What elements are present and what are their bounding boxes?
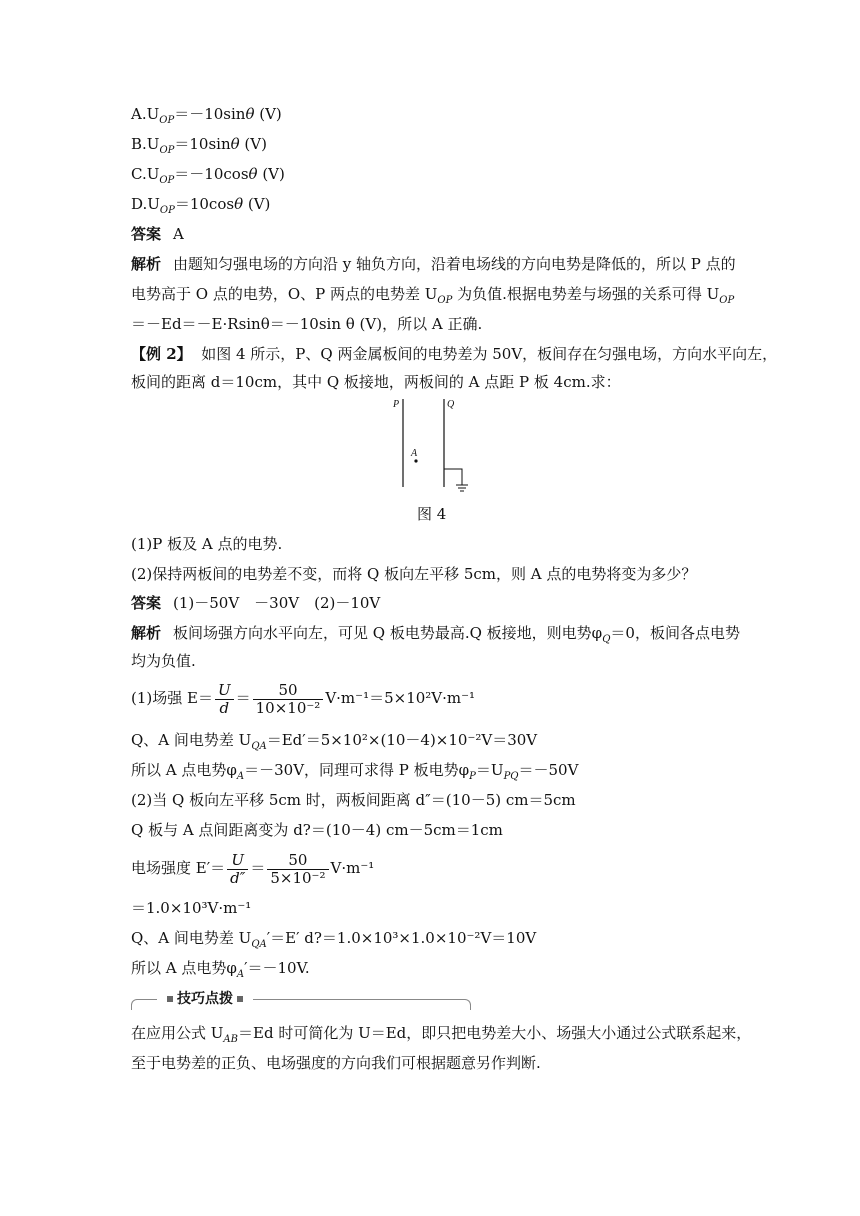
option-a: $A.U_{OP}=-10\sin\theta$ (V) xyxy=(131,105,282,126)
point-a xyxy=(414,459,417,462)
label-p: P xyxy=(393,399,400,410)
analysis-2-line2: 均为负值. xyxy=(131,652,196,670)
ground-wire xyxy=(444,469,462,485)
question-2: (2)保持两板间的电势差不变，而将 Q 板向左平移 5cm，则 A 点的电势将变为多少？ xyxy=(131,565,697,583)
analysis-label: 解析 xyxy=(131,624,162,642)
question-1: (1)P 板及 A 点的电势. xyxy=(131,535,283,553)
answer-1: 答案 A xyxy=(131,225,184,243)
solution-step-6: 电场强度 E′＝ $\frac{U}{d''}$ ＝ $\frac{50}{\text{5×10⁻²}}$ V·m⁻¹ xyxy=(131,850,375,887)
tip-line2: 至于电势差的正负、电场强度的方向我们可根据题意另作判断. xyxy=(131,1054,541,1072)
analysis-1-line1: 解析 由题知匀强电场的方向沿 y 轴负方向，沿着电场线的方向电势是降低的，所以 P 点的 xyxy=(131,255,736,273)
answer-label: 答案 xyxy=(131,594,162,612)
label-a: A xyxy=(411,448,418,459)
analysis-1-line2: 电势高于 O 点的电势，O、P 两点的电势差 $U_{OP}$ 为负值.根据电势差与场强的关系可得 $U_{OP}$ xyxy=(131,285,735,306)
solution-step-9: 所以 A 点电势$\varphi_A'=-10V$. xyxy=(131,959,310,980)
option-b: $B.U_{OP}=10\sin\theta$ (V) xyxy=(131,135,267,156)
tip-line1: 在应用公式 $U_{AB}=Ed$ 时可简化为 U＝Ed，即只把电势差大小、场强大小通过公式联系起来， xyxy=(131,1024,752,1045)
solution-step-4: (2)当 Q 板向左平移 5cm 时，两板间距离 d″＝(10－5) cm＝5cm xyxy=(131,791,576,809)
solution-step-7: ＝1.0×10³V·m⁻¹ xyxy=(131,899,252,917)
example-2-line1: 【例 2】 如图 4 所示，P、Q 两金属板间的电势差为 50V，板间存在匀强电场，方向水平向左， xyxy=(131,345,778,363)
analysis-2-line1: 解析 板间场强方向水平向左，可见 Q 板电势最高.Q 板接地，则电势$\varphi_Q=0$，板间各点电势 xyxy=(131,624,740,645)
fraction-50-over-5e-2: $\frac{50}{\text{5×10⁻²}}$ xyxy=(267,852,328,887)
solution-step-3: 所以 A 点电势$\varphi_A=-30V$，同理可求得 P 板电势$\varphi_P=U_{PQ}=-50V$ xyxy=(131,761,579,782)
solution-step-8: Q、A 间电势差 $U_{QA}'=E'$ d?＝1.0×10³×1.0×10⁻²V＝10V xyxy=(131,929,537,950)
analysis-1-line3: ＝－Ed＝－E·Rsinθ＝－10sin θ (V)，所以 A 正确. xyxy=(131,315,483,333)
solution-step-2: Q、A 间电势差 $U_{QA}=Ed'=5\times 10^2\times(10-4)\times 10^{-2}V=30V$ xyxy=(131,731,538,752)
answer-label: 答案 xyxy=(131,225,162,243)
option-d: $D.U_{OP}=10\cos\theta$ (V) xyxy=(131,195,271,216)
answer-2: 答案 (1)－50V －30V (2)－10V xyxy=(131,594,381,612)
example-label: 【例 2】 xyxy=(131,345,192,363)
label-q: Q xyxy=(447,399,455,410)
option-c: $C.U_{OP}=-10\cos\theta$ (V) xyxy=(131,165,285,186)
bullet-icon xyxy=(237,996,243,1002)
example-2-line2: 板间的距离 d＝10cm，其中 Q 板接地，两板间的 A 点距 P 板 4cm.求： xyxy=(131,373,621,391)
fraction-u-over-d2: $\frac{U}{d''}$ xyxy=(227,852,248,887)
analysis-label: 解析 xyxy=(131,255,162,273)
tip-title: 技巧点拨 xyxy=(157,990,253,1008)
solution-step-5: Q 板与 A 点间距离变为 d?＝(10－4) cm－5cm＝1cm xyxy=(131,821,503,839)
solution-step-1: (1)场强 E＝ $\frac{U}{d}$ ＝ $\frac{50}{\text{10×10⁻²}}$ V·m⁻¹＝5×10²V·m⁻¹ xyxy=(131,680,476,717)
tip-header xyxy=(131,990,471,1010)
fraction-50-over-d: $\frac{50}{\text{10×10⁻²}}$ xyxy=(253,682,324,717)
figure-4-diagram xyxy=(385,395,485,500)
bullet-icon xyxy=(167,996,173,1002)
fraction-u-over-d: $\frac{U}{d}$ xyxy=(215,682,234,717)
figure-caption: 图 4 xyxy=(417,505,447,523)
